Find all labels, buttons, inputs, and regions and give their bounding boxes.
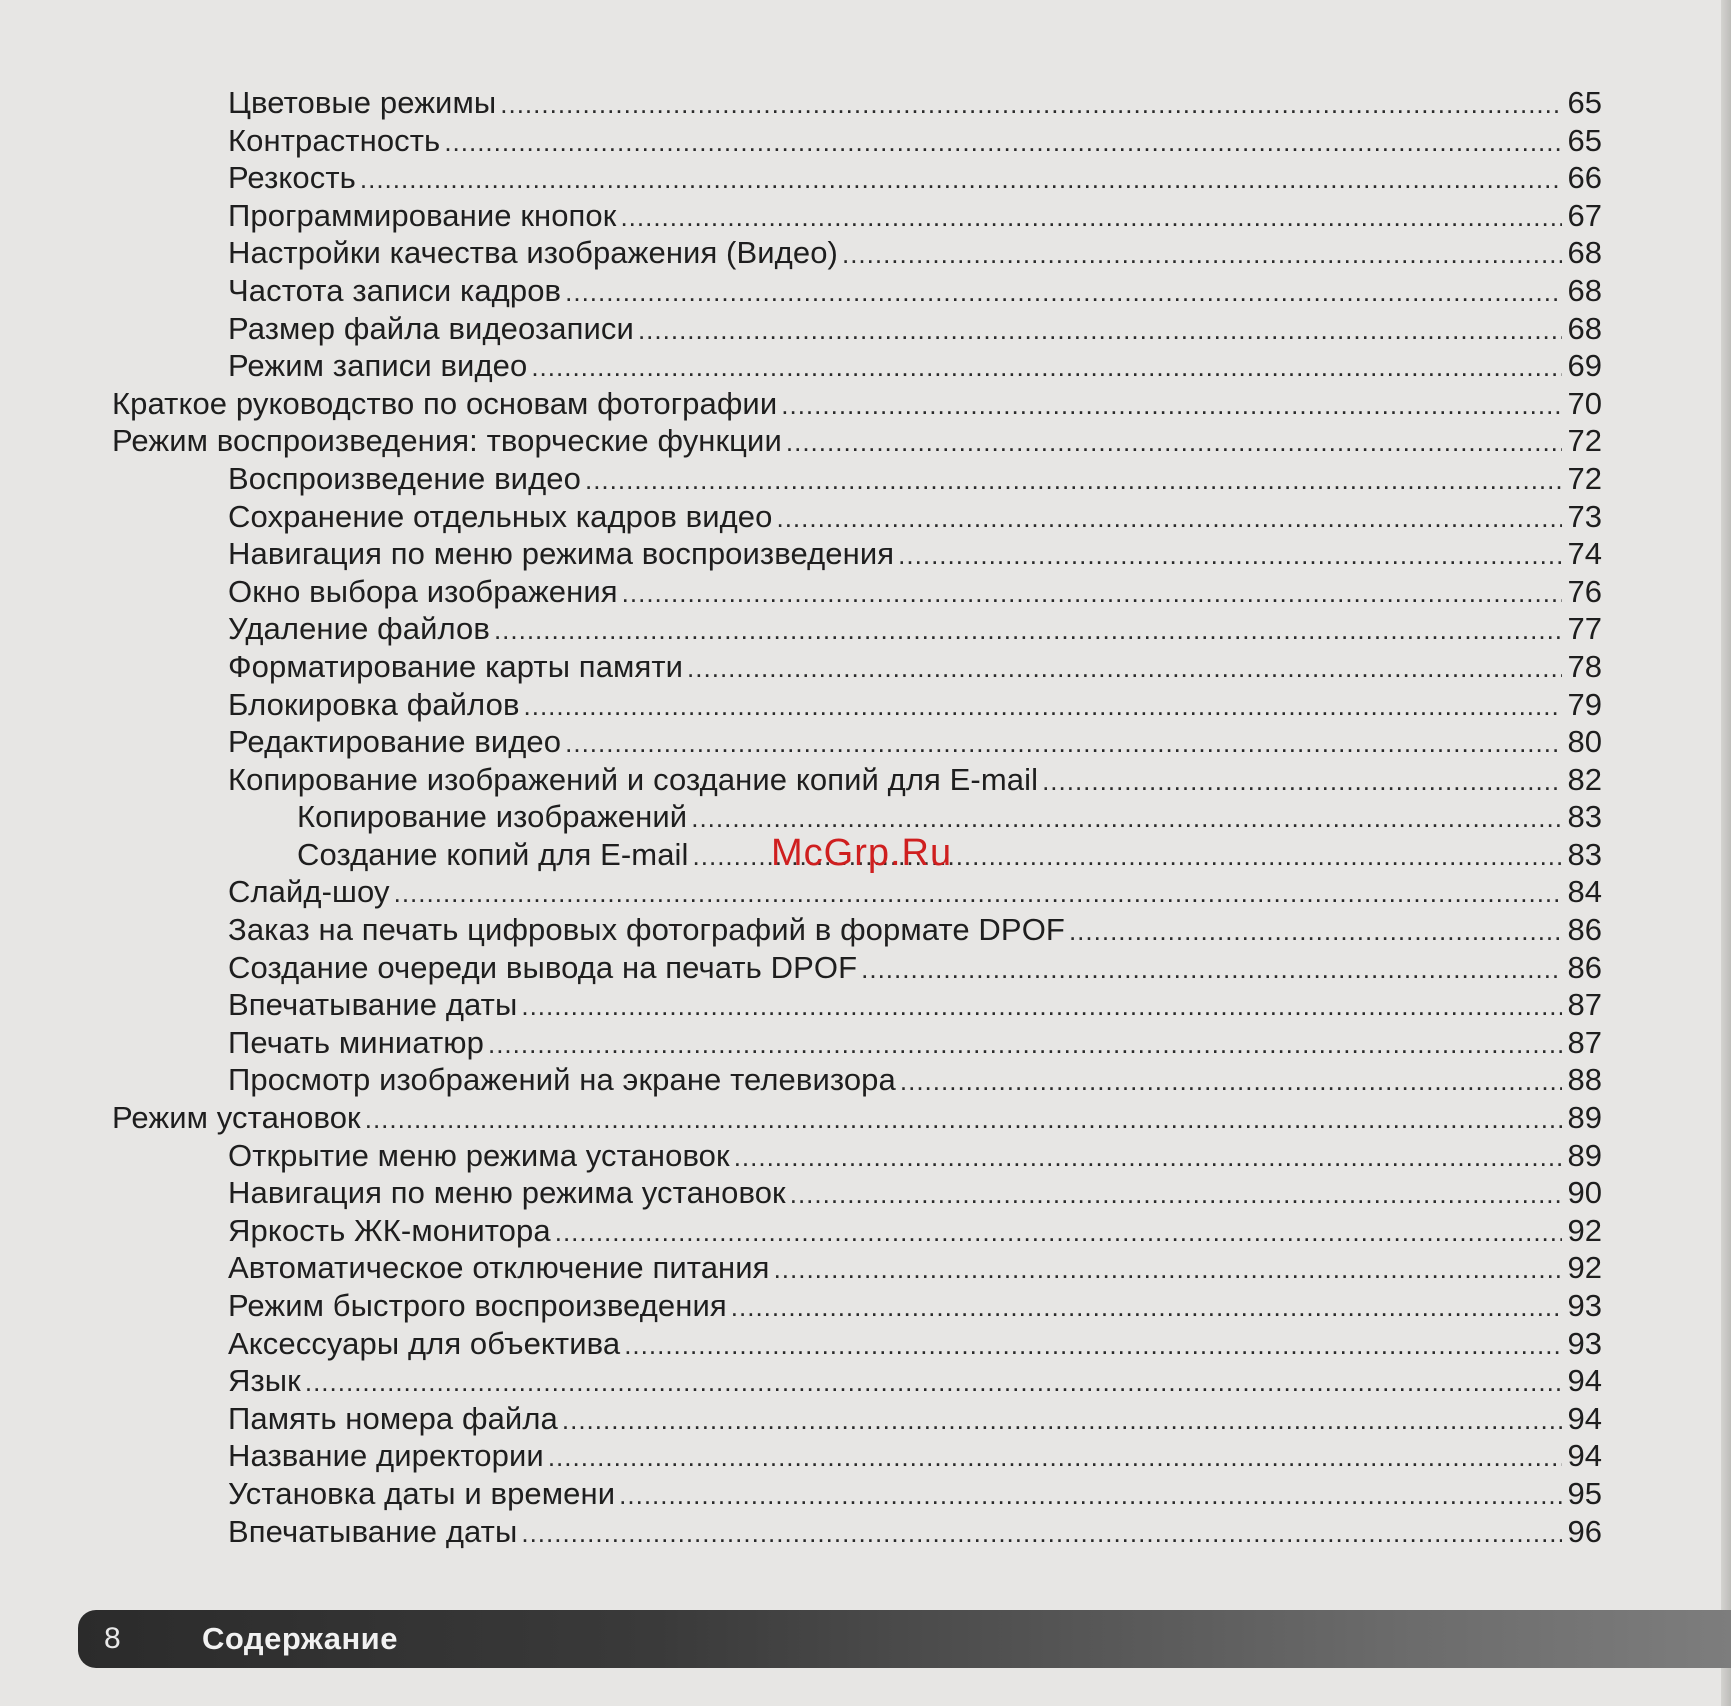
dot-leader	[365, 1101, 1562, 1139]
toc-entry-page: 86	[1567, 912, 1602, 948]
toc-entry	[0, 272, 1602, 310]
dot-leader	[776, 500, 1562, 538]
toc-entry-page: 84	[1567, 874, 1602, 910]
toc-entry-page: 87	[1567, 987, 1602, 1023]
toc-entry-page: 72	[1567, 460, 1602, 496]
toc-entry-title: Режим воспроизведения: творческие функции	[112, 423, 782, 459]
toc-entry-title: Цветовые режимы	[228, 85, 497, 120]
toc-entry-page: 68	[1567, 235, 1602, 271]
toc-entry-page: 93	[1567, 1288, 1602, 1323]
toc-entry-title: Установка даты и времени	[228, 1475, 616, 1511]
dot-leader	[1042, 763, 1562, 801]
toc-entry-page: 93	[1567, 1325, 1602, 1361]
dot-leader	[565, 725, 1562, 763]
toc-entry	[0, 310, 1602, 348]
dot-leader	[790, 1176, 1562, 1214]
toc-entry-page: 92	[1567, 1212, 1602, 1248]
toc-entry-title: Язык	[228, 1363, 301, 1399]
toc-entry-page: 94	[1567, 1363, 1602, 1399]
toc-entry-page: 94	[1567, 1438, 1602, 1474]
toc-entry-page: 68	[1567, 272, 1602, 308]
dot-leader	[786, 424, 1562, 462]
toc-entry-title: Блокировка файлов	[228, 686, 520, 722]
dot-leader	[524, 688, 1562, 726]
toc-entry-title: Название директории	[228, 1438, 544, 1474]
dot-leader	[731, 1289, 1562, 1327]
toc-entry	[0, 1024, 1602, 1062]
toc-entry-page: 88	[1567, 1062, 1602, 1098]
toc-entry	[0, 1099, 1602, 1137]
toc-entry-title: Размер файла видеозаписи	[228, 310, 634, 346]
toc-entry-title: Частота записи кадров	[228, 272, 562, 308]
toc-entry-page: 80	[1567, 724, 1602, 760]
dot-leader	[1069, 913, 1562, 951]
dot-leader	[305, 1364, 1562, 1402]
dot-leader	[444, 124, 1562, 162]
toc-entry-title: Программирование кнопок	[228, 197, 617, 233]
footer-page-number: 8	[104, 1622, 121, 1655]
toc-entry	[0, 1437, 1602, 1475]
toc-entry-page: 83	[1567, 836, 1602, 872]
toc-entry	[0, 159, 1602, 197]
toc-entry-title: Автоматическое отключение питания	[228, 1250, 770, 1286]
toc-entry	[0, 84, 1602, 122]
toc-entry	[0, 1137, 1602, 1175]
toc-entry	[0, 986, 1602, 1024]
toc-entry-page: 72	[1567, 423, 1602, 459]
toc-entry-page: 74	[1567, 536, 1602, 572]
toc-entry-page: 79	[1567, 686, 1602, 722]
dot-leader	[687, 650, 1562, 688]
toc-entry-page: 96	[1567, 1513, 1602, 1549]
table-of-contents	[0, 84, 1731, 1550]
toc-entry-title: Редактирование видео	[228, 724, 562, 760]
toc-entry	[0, 122, 1602, 160]
toc-entry-page: 89	[1567, 1100, 1602, 1136]
dot-leader	[620, 199, 1562, 237]
toc-entry	[0, 1249, 1602, 1287]
toc-entry-page: 73	[1567, 498, 1602, 534]
toc-entry	[0, 1287, 1602, 1325]
toc-entry-title: Режим записи видео	[228, 348, 528, 384]
toc-entry-title: Окно выбора изображения	[228, 573, 618, 609]
dot-leader	[781, 387, 1562, 425]
toc-entry-title: Контрастность	[228, 122, 441, 158]
dot-leader	[619, 1477, 1562, 1515]
dot-leader	[585, 462, 1562, 500]
toc-entry	[0, 1212, 1602, 1250]
toc-entry	[0, 385, 1602, 423]
toc-entry	[0, 347, 1602, 385]
dot-leader	[494, 612, 1562, 650]
toc-entry-page: 95	[1567, 1475, 1602, 1511]
toc-entry-page: 83	[1567, 799, 1602, 835]
toc-entry	[0, 949, 1602, 987]
toc-entry-title: Воспроизведение видео	[228, 460, 581, 496]
toc-entry-title: Аксессуары для объектива	[228, 1325, 621, 1361]
dot-leader	[548, 1439, 1562, 1477]
toc-entry-title: Навигация по меню режима воспроизведения	[228, 536, 895, 572]
dot-leader	[500, 86, 1562, 124]
toc-entry	[0, 573, 1602, 611]
toc-entry-page: 68	[1567, 310, 1602, 346]
toc-entry-page: 65	[1567, 85, 1602, 120]
toc-entry	[0, 1174, 1602, 1212]
dot-leader	[565, 274, 1562, 312]
toc-entry-title: Заказ на печать цифровых фотографий в формате DPOF	[228, 912, 1065, 948]
toc-entry-title: Навигация по меню режима установок	[228, 1175, 786, 1211]
toc-entry	[0, 1325, 1602, 1363]
dot-leader	[898, 537, 1562, 575]
toc-entry	[0, 1061, 1602, 1099]
dot-leader	[734, 1139, 1562, 1177]
dot-leader	[488, 1026, 1562, 1064]
toc-entry-page: 90	[1567, 1175, 1602, 1211]
toc-entry-title: Режим быстрого воспроизведения	[228, 1288, 727, 1323]
dot-leader	[842, 236, 1562, 274]
toc-entry-title: Настройки качества изображения (Видео)	[228, 235, 838, 271]
toc-entry-title: Яркость ЖК-монитора	[228, 1212, 551, 1248]
toc-entry-title: Удаление файлов	[228, 611, 490, 647]
dot-leader	[774, 1251, 1562, 1289]
toc-entry	[0, 610, 1602, 648]
dot-leader	[624, 1327, 1562, 1365]
toc-entry-page: 70	[1567, 385, 1602, 421]
toc-entry	[0, 460, 1602, 498]
toc-entry-title: Создание копий для E-mail	[297, 836, 689, 872]
dot-leader	[555, 1214, 1562, 1252]
dot-leader	[562, 1402, 1562, 1440]
toc-entry-page: 87	[1567, 1024, 1602, 1060]
toc-entry	[0, 535, 1602, 573]
dot-leader	[638, 312, 1562, 350]
toc-entry-title: Открытие меню режима установок	[228, 1137, 730, 1173]
toc-entry-title: Краткое руководство по основам фотографии	[112, 385, 778, 421]
dot-leader	[521, 988, 1562, 1026]
toc-entry-page: 92	[1567, 1250, 1602, 1286]
toc-entry	[0, 498, 1602, 536]
dot-leader	[360, 161, 1562, 199]
watermark: McGrp.Ru	[771, 832, 953, 874]
toc-entry-page: 89	[1567, 1137, 1602, 1173]
toc-entry-title: Память номера файла	[228, 1400, 558, 1436]
toc-entry	[0, 1475, 1602, 1513]
toc-entry-page: 94	[1567, 1400, 1602, 1436]
toc-entry-page: 65	[1567, 122, 1602, 158]
footer-section-title: Содержание	[202, 1621, 398, 1656]
toc-entry-title: Создание очереди вывода на печать DPOF	[228, 949, 858, 985]
toc-entry-title: Копирование изображений	[297, 799, 688, 835]
toc-entry	[0, 911, 1602, 949]
toc-entry	[0, 798, 1602, 836]
toc-entry-page: 78	[1567, 648, 1602, 684]
toc-entry	[0, 197, 1602, 235]
dot-leader	[521, 1515, 1562, 1553]
toc-entry	[0, 234, 1602, 272]
dot-leader	[622, 575, 1562, 613]
dot-leader	[861, 951, 1562, 989]
toc-entry-page: 77	[1567, 611, 1602, 647]
toc-entry-page: 82	[1567, 761, 1602, 797]
toc-entry	[0, 648, 1602, 686]
toc-entry	[0, 686, 1602, 724]
toc-entry-page: 76	[1567, 573, 1602, 609]
toc-entry-title: Резкость	[228, 160, 356, 196]
toc-entry	[0, 422, 1602, 460]
toc-entry-title: Впечатывание даты	[228, 987, 518, 1023]
dot-leader	[900, 1063, 1562, 1101]
dot-leader	[394, 875, 1562, 913]
toc-entry-page: 86	[1567, 949, 1602, 985]
toc-entry-page: 67	[1567, 197, 1602, 233]
toc-entry-page: 66	[1567, 160, 1602, 196]
toc-entry-title: Режим установок	[112, 1100, 361, 1136]
toc-entry-title: Сохранение отдельных кадров видео	[228, 498, 773, 534]
toc-entry-title: Слайд-шоу	[228, 874, 390, 910]
toc-entry-page: 69	[1567, 348, 1602, 384]
toc-entry	[0, 873, 1602, 911]
toc-entry	[0, 1513, 1602, 1551]
toc-entry	[0, 761, 1602, 799]
footer-band	[78, 1610, 1731, 1668]
toc-entry-title: Впечатывание даты	[228, 1513, 518, 1549]
toc-entry-title: Копирование изображений и создание копий для E-mail	[228, 761, 1039, 797]
toc-entry-title: Печать миниатюр	[228, 1024, 484, 1060]
toc-entry	[0, 723, 1602, 761]
toc-entry	[0, 1400, 1602, 1438]
toc-entry-title: Форматирование карты памяти	[228, 648, 684, 684]
toc-entry-title: Просмотр изображений на экране телевизора	[228, 1062, 896, 1098]
dot-leader	[531, 349, 1562, 387]
toc-entry	[0, 1362, 1602, 1400]
